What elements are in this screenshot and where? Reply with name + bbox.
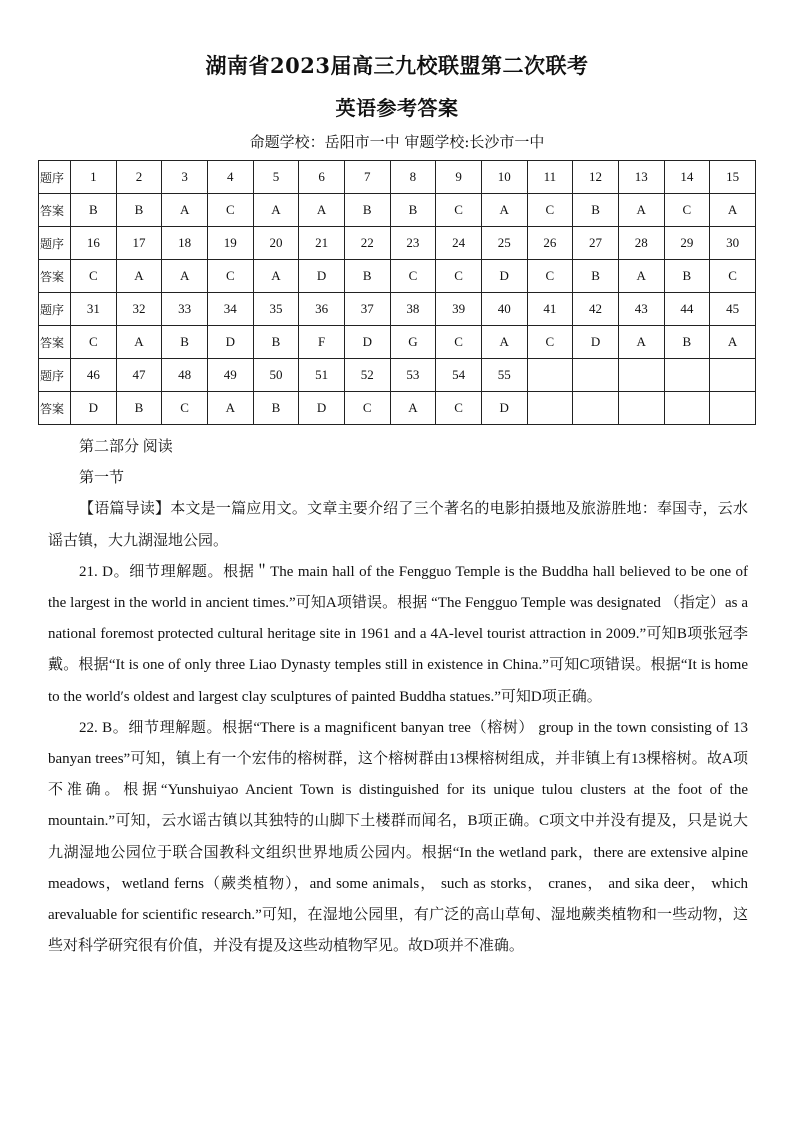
answer-cell: C	[207, 260, 253, 293]
question-number-cell	[527, 359, 573, 392]
question-number-cell: 37	[344, 293, 390, 326]
question-number-cell: 39	[436, 293, 482, 326]
reading-section	[48, 432, 748, 962]
answer-cell: C	[664, 194, 710, 227]
answer-row	[39, 392, 756, 425]
question-number-cell: 46	[71, 359, 117, 392]
answer-cell: C	[390, 260, 436, 293]
answer-cell: C	[71, 326, 117, 359]
answer-row	[39, 326, 756, 359]
answer-cell: F	[299, 326, 345, 359]
answer-table	[38, 160, 756, 425]
question-number-cell: 49	[207, 359, 253, 392]
answer-cell: A	[390, 392, 436, 425]
question-number-cell: 24	[436, 227, 482, 260]
answer-cell: B	[390, 194, 436, 227]
answer-cell: C	[344, 392, 390, 425]
row-label-question: 题序	[39, 161, 71, 194]
question-number-cell: 43	[618, 293, 664, 326]
answer-cell: A	[116, 326, 162, 359]
question-number-cell: 2	[116, 161, 162, 194]
answer-row	[39, 260, 756, 293]
question-number-row	[39, 293, 756, 326]
answer-cell: A	[207, 392, 253, 425]
question-number-cell: 38	[390, 293, 436, 326]
question-number-cell: 16	[71, 227, 117, 260]
question-number-cell: 1	[71, 161, 117, 194]
answer-cell: D	[207, 326, 253, 359]
question-number-cell: 54	[436, 359, 482, 392]
answer-cell: C	[436, 260, 482, 293]
answer-cell: C	[436, 326, 482, 359]
question-number-cell: 50	[253, 359, 299, 392]
question-number-cell: 20	[253, 227, 299, 260]
question-number-cell: 27	[573, 227, 619, 260]
answer-cell: B	[344, 260, 390, 293]
question-number-cell: 19	[207, 227, 253, 260]
question-number-cell: 6	[299, 161, 345, 194]
answer-cell: A	[618, 326, 664, 359]
answer-cell: D	[344, 326, 390, 359]
question-number-row	[39, 359, 756, 392]
question-number-cell: 23	[390, 227, 436, 260]
answer-cell: B	[253, 326, 299, 359]
answer-cell: C	[527, 326, 573, 359]
answer-cell: B	[71, 194, 117, 227]
question-number-cell: 44	[664, 293, 710, 326]
answer-cell: D	[299, 392, 345, 425]
answer-cell: C	[207, 194, 253, 227]
question-number-cell: 22	[344, 227, 390, 260]
answer-cell: A	[710, 326, 756, 359]
question-number-cell: 8	[390, 161, 436, 194]
answer-row	[39, 194, 756, 227]
question-number-cell: 40	[481, 293, 527, 326]
question-number-cell: 35	[253, 293, 299, 326]
answer-cell: B	[573, 194, 619, 227]
answer-cell: B	[162, 326, 208, 359]
row-label-answer: 答案	[39, 260, 71, 293]
row-label-answer: 答案	[39, 392, 71, 425]
question-number-cell: 51	[299, 359, 345, 392]
answer-explanation-22: 22. B。细节理解题。根据“There is a magnificent banyan tree（榕树） group in the town consisting of 13 banyan trees”可知，镇上有一个宏伟的榕树群，这个榕树群由13棵榕树组成，并非镇上有13棵榕树。故A项不准确。根据“Yunshuiyao Ancient Town is distinguished for its unique tulou clusters at the foot of the mountain.”可知，云水谣古镇以其独特的山脚下土楼群而闻名，B项正确。C项文中并没有提及，只是说大九湖湿地公园位于联合国教科文组织世界地质公园内。根据“In the wetland park，there are extensive alpine meadows，wetland ferns（蕨类植物），and some animals， such as storks， cranes， and sika deer， which arevaluable for scientific research.”可知，在湿地公园里，有广泛的高山草甸、湿地蕨类植物和一些动物，这些对科学研究很有价值，并没有提及这些动植物罕见。故D项并不准确。	[48, 719, 748, 955]
question-number-cell: 14	[664, 161, 710, 194]
answer-cell: B	[573, 260, 619, 293]
question-number-cell: 11	[527, 161, 573, 194]
answer-cell: D	[71, 392, 117, 425]
answer-cell: C	[436, 392, 482, 425]
question-number-cell: 7	[344, 161, 390, 194]
answer-cell	[573, 392, 619, 425]
answer-cell: B	[116, 392, 162, 425]
question-number-cell: 52	[344, 359, 390, 392]
answer-cell: A	[116, 260, 162, 293]
answer-cell: C	[162, 392, 208, 425]
question-number-cell	[573, 359, 619, 392]
question-number-cell	[664, 359, 710, 392]
section-heading: 第二部分 阅读	[79, 439, 173, 455]
question-number-cell: 30	[710, 227, 756, 260]
question-number-cell: 17	[116, 227, 162, 260]
question-number-cell: 10	[481, 161, 527, 194]
answer-cell: C	[436, 194, 482, 227]
question-number-cell: 34	[207, 293, 253, 326]
answer-cell: B	[664, 260, 710, 293]
document-subtitle: 英语参考答案	[335, 96, 459, 120]
row-label-question: 题序	[39, 293, 71, 326]
question-number-cell: 53	[390, 359, 436, 392]
row-label-question: 题序	[39, 359, 71, 392]
answer-cell: C	[527, 260, 573, 293]
question-number-cell	[618, 359, 664, 392]
question-number-cell: 12	[573, 161, 619, 194]
question-number-cell: 41	[527, 293, 573, 326]
answer-cell: D	[573, 326, 619, 359]
question-number-cell: 15	[710, 161, 756, 194]
passage-guide: 【语篇导读】本文是一篇应用文。文章主要介绍了三个著名的电影拍摄地及旅游胜地：奉国寺，云水谣古镇，大九湖湿地公园。	[48, 501, 748, 549]
answer-cell: A	[481, 194, 527, 227]
answer-cell: C	[710, 260, 756, 293]
question-number-cell: 36	[299, 293, 345, 326]
question-number-cell: 9	[436, 161, 482, 194]
question-number-cell: 31	[71, 293, 117, 326]
question-number-cell: 18	[162, 227, 208, 260]
answer-cell: A	[481, 326, 527, 359]
answer-cell: C	[527, 194, 573, 227]
question-number-cell: 21	[299, 227, 345, 260]
question-number-cell: 47	[116, 359, 162, 392]
row-label-answer: 答案	[39, 326, 71, 359]
question-number-cell: 32	[116, 293, 162, 326]
question-number-cell	[710, 359, 756, 392]
question-number-cell: 42	[573, 293, 619, 326]
question-number-cell: 4	[207, 161, 253, 194]
question-number-cell: 48	[162, 359, 208, 392]
question-number-cell: 26	[527, 227, 573, 260]
answer-cell: C	[71, 260, 117, 293]
subsection-heading: 第一节	[79, 470, 125, 487]
answer-cell	[527, 392, 573, 425]
answer-cell: A	[618, 194, 664, 227]
answer-cell	[710, 392, 756, 425]
question-number-cell: 25	[481, 227, 527, 260]
answer-cell: A	[162, 260, 208, 293]
question-number-row	[39, 227, 756, 260]
question-number-cell: 13	[618, 161, 664, 194]
page-title: 湖南省2023届高三九校联盟第二次联考	[205, 53, 589, 78]
answer-cell: A	[162, 194, 208, 227]
answer-cell: D	[299, 260, 345, 293]
answer-cell	[618, 392, 664, 425]
question-number-row	[39, 161, 756, 194]
question-number-cell: 33	[162, 293, 208, 326]
answer-cell: A	[253, 194, 299, 227]
answer-cell: B	[116, 194, 162, 227]
question-number-cell: 45	[710, 293, 756, 326]
answer-cell	[664, 392, 710, 425]
question-number-cell: 28	[618, 227, 664, 260]
answer-cell: G	[390, 326, 436, 359]
question-number-cell: 29	[664, 227, 710, 260]
row-label-answer: 答案	[39, 194, 71, 227]
answer-cell: D	[481, 392, 527, 425]
question-number-cell: 55	[481, 359, 527, 392]
answer-cell: A	[618, 260, 664, 293]
school-credits: 命题学校：岳阳市一中 审题学校:长沙市一中	[249, 133, 545, 151]
question-number-cell: 3	[162, 161, 208, 194]
answer-explanation-21: 21. D。细节理解题。根据＂The main hall of the Fengguo Temple is the Buddha hall believed to be one of the largest in the world in ancient times.”可知A项错误。根据 “The Fengguo Temple was designated （指定）as a national foremost protected cultural heritage site in 1961 and a 4A-level tourist attraction in 2009.”可知B项张冠李戴。根据“It is one of only three Liao Dynasty temples still in existence in China.”可知C项错误。根据“It is home to the world′s oldest and largest clay sculptures of painted Buddha statues.”可知D项正确。	[48, 563, 748, 705]
answer-cell: B	[253, 392, 299, 425]
answer-cell: B	[664, 326, 710, 359]
question-number-cell: 5	[253, 161, 299, 194]
answer-cell: A	[710, 194, 756, 227]
answer-cell: D	[481, 260, 527, 293]
answer-cell: B	[344, 194, 390, 227]
answer-cell: A	[299, 194, 345, 227]
answer-cell: A	[253, 260, 299, 293]
row-label-question: 题序	[39, 227, 71, 260]
